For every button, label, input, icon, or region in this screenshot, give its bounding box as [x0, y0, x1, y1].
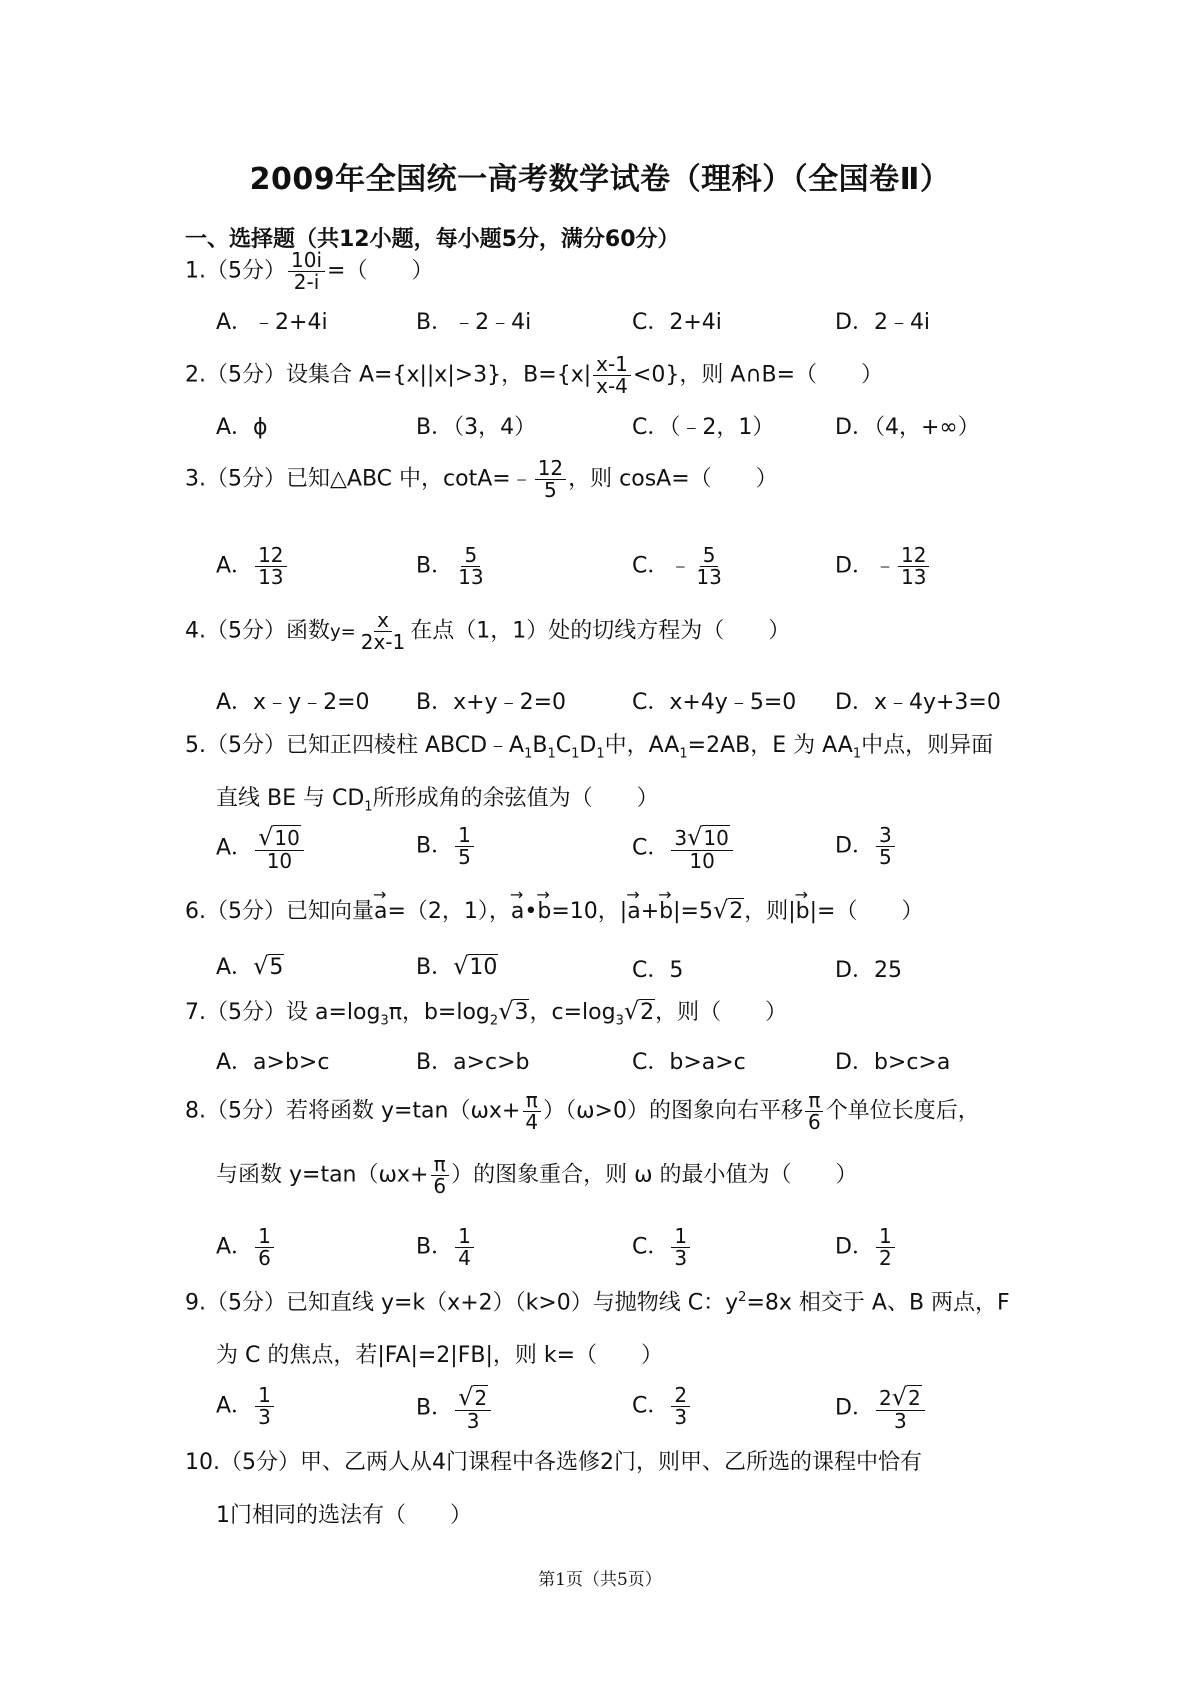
q2-fraction: $\frac{x-1}{x-4}$: [593, 354, 631, 397]
q2-option-c: C．（﹣2，1）: [632, 415, 775, 440]
question-1: [185, 250, 433, 293]
question-4: 4.（5分）函数y= $\frac{x}{2x-1}$ 在点（1，1）处的切线方程为（ ）: [185, 608, 791, 654]
q4-option-b: B．x+y﹣2=0: [416, 690, 566, 715]
q9-option-c: C． $\frac{2}{3}$: [632, 1385, 692, 1428]
page-title: 2009年全国统一高考数学试卷（理科）（全国卷Ⅱ）: [249, 162, 951, 197]
q3-option-b: B． $\frac{5}{13}$: [416, 543, 484, 589]
q8-option-a: A． $\frac{1}{6}$: [216, 1226, 276, 1269]
q8-option-c: C． $\frac{1}{3}$: [632, 1226, 692, 1269]
q7-option-d: D．b>c>a: [835, 1050, 951, 1075]
q7-option-c: C．b>a>c: [632, 1050, 746, 1075]
q9-option-b: B． $\frac{√2}{3}$: [416, 1385, 493, 1432]
question-2: 2.（5分）设集合 A={x||x|>3}，B={x| $\frac{x-1}{x-4}$ <0}，则 A∩B=（ ）: [185, 352, 884, 398]
page-footer: 第1页（共5页）: [538, 1570, 662, 1590]
q1-option-b: B．﹣2﹣4i: [416, 310, 532, 335]
q6-option-a: A．√5: [216, 952, 284, 980]
q4-option-d: D．x﹣4y+3=0: [835, 690, 1001, 715]
q9-option-d: D． $\frac{2√2}{3}$: [835, 1385, 927, 1432]
q1-option-c: C．2+4i: [632, 310, 722, 335]
q6-option-d: D．25: [835, 958, 902, 983]
q3-option-c: C．﹣ $\frac{5}{13}$: [632, 543, 722, 589]
question-8-line-1: 8.（5分）若将函数 y=tan（ωx+ $\frac{\pi}{4}$ ）（ω>0）的图象向右平移 $\frac{\pi}{6}$ 个单位长度后，: [185, 1088, 980, 1134]
q7-option-a: A．a>b>c: [216, 1050, 330, 1075]
question-8-line-2: 与函数 y=tan（ωx+ $\frac{\pi}{6}$ ）的图象重合，则 ω 的最小值为（ ）: [216, 1152, 858, 1198]
q5-option-c: C． $\frac{3√10}{10}$: [632, 825, 735, 872]
q6-option-c: C．5: [632, 958, 684, 983]
question-5-line-2: 直线 BE 与 $CD_1$所形成角的余弦值为（ ）: [216, 786, 659, 815]
question-3: 3.（5分）已知△ABC 中，cotA=﹣ $\frac{12}{5}$ ，则 cosA=（ ）: [185, 456, 778, 502]
q2-option-b: B．（3，4）: [416, 415, 537, 440]
q5-option-a: A． $\frac{√10}{10}$: [216, 825, 306, 872]
q5-option-d: D． $\frac{3}{5}$: [835, 825, 897, 868]
q2-option-a: A．ϕ: [216, 415, 268, 440]
question-6: 6.（5分）已知向量→ a=（2，1），→ a•→ b=10，|→ a+→ b|=5√2，则|→ b|=（ ）: [185, 896, 923, 925]
q8-option-d: D． $\frac{1}{2}$: [835, 1226, 897, 1269]
question-10-line-1: 10.（5分）甲、乙两人从4门课程中各选修2门，则甲、乙所选的课程中恰有: [185, 1450, 922, 1475]
q1-suffix: =（ ）: [327, 258, 434, 284]
q7-option-b: B．a>c>b: [416, 1050, 530, 1075]
q4-option-a: A．x﹣y﹣2=0: [216, 690, 370, 715]
q1-option-a: A．﹣2+4i: [216, 310, 328, 335]
q1-prefix: 1.（5分）: [185, 258, 286, 284]
q8-option-b: B． $\frac{1}{4}$: [416, 1226, 476, 1269]
q3-fraction: $\frac{12}{5}$: [535, 458, 566, 501]
question-7: 7.（5分）设 $a=\log_3\pi$，$b=\log_2√3$，$c=\log_3√2$，则（ ）: [185, 997, 788, 1029]
q9-option-a: A． $\frac{1}{3}$: [216, 1385, 276, 1428]
q5-option-b: B． $\frac{1}{5}$: [416, 825, 476, 868]
question-10-line-2: 1门相同的选法有（ ）: [216, 1503, 472, 1528]
q3-option-d: D．﹣ $\frac{12}{13}$: [835, 545, 931, 588]
q3-option-a: A． $\frac{12}{13}$: [216, 545, 289, 588]
question-5-line-1: 5.（5分）已知正四棱柱 $ABCD﹣A_1B_1C_1D_1$中，$AA_1=2AB$，E 为 $AA_1$中点，则异面: [185, 733, 994, 762]
q2-option-d: D．（4，+∞）: [835, 415, 980, 440]
q4-option-c: C．x+4y﹣5=0: [632, 690, 797, 715]
question-9-line-1: 9.（5分）已知直线 y=k（x+2）（k>0）与抛物线 C：$y^2=8x$ 相交于 A、B 两点，F: [185, 1290, 1010, 1316]
q1-option-d: D．2﹣4i: [835, 310, 931, 335]
q1-fraction: $\frac{10i}{2-i}$: [288, 250, 325, 293]
question-9-line-2: 为 C 的焦点，若|FA|=2|FB|，则 k=（ ）: [216, 1343, 664, 1368]
section-heading: 一、选择题（共12小题，每小题5分，满分60分）: [185, 227, 680, 252]
q6-option-b: B．√10: [416, 952, 498, 980]
q4-fraction: $\frac{x}{2x-1}$: [360, 608, 406, 654]
